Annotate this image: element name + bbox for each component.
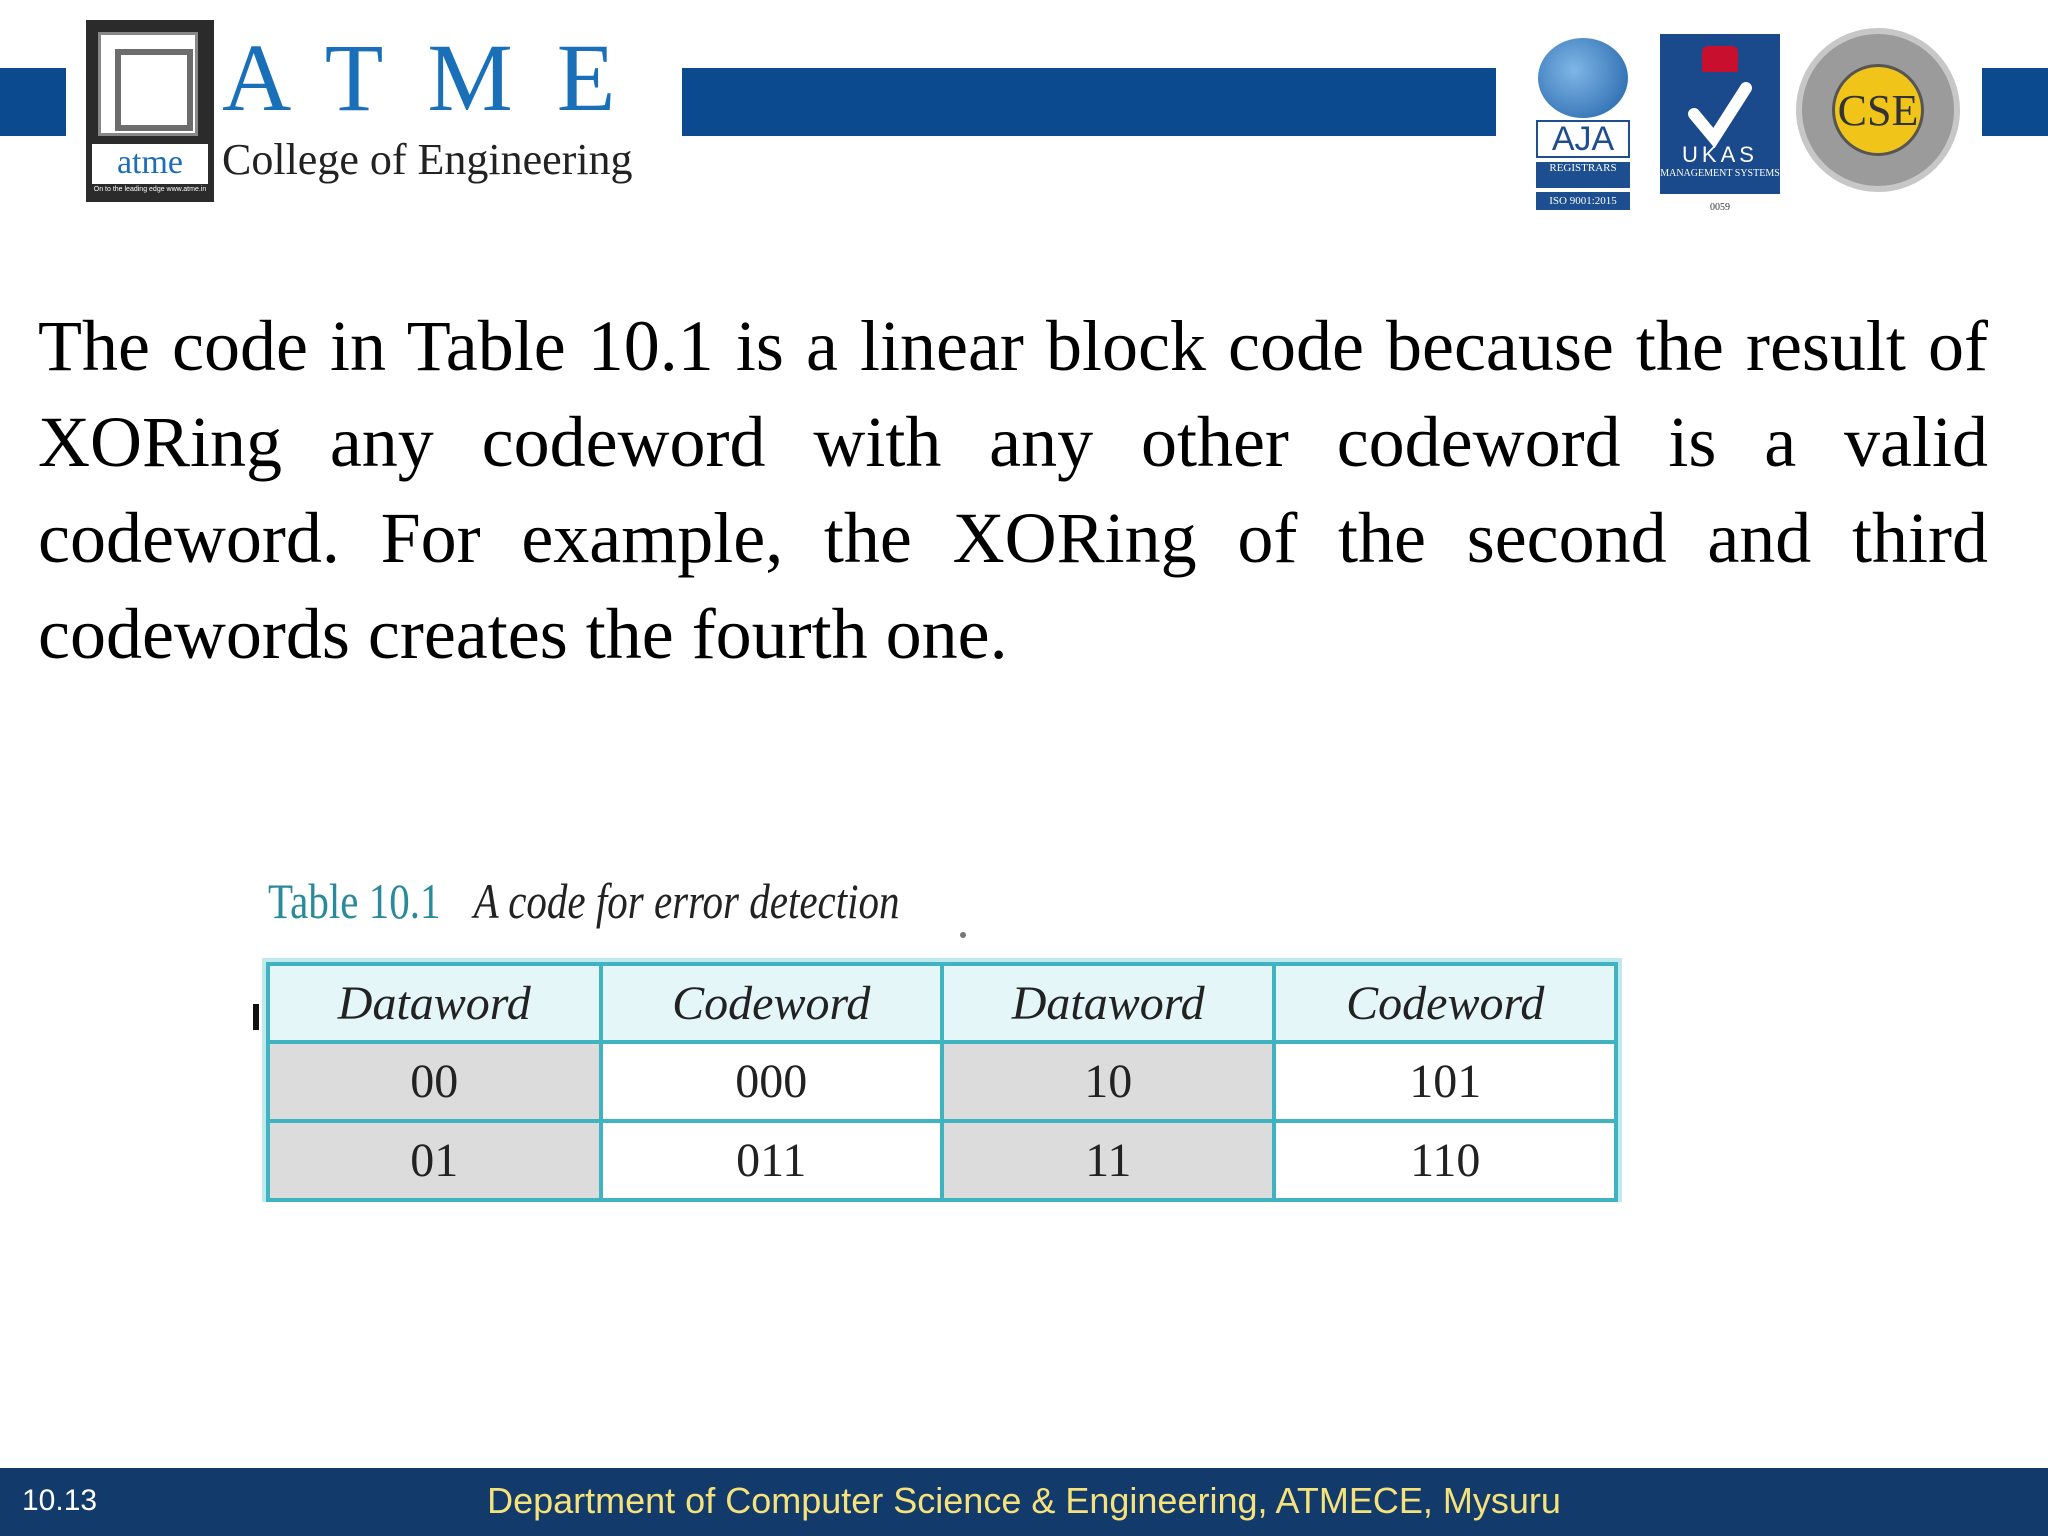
footer-bar (0, 1468, 2048, 1536)
code-table (262, 958, 1622, 1202)
cse-department-badge (1796, 28, 1960, 192)
globe-icon (1538, 38, 1628, 118)
stray-mark (253, 1004, 259, 1030)
ukas-label: UKAS (1682, 142, 1758, 167)
table-row (268, 1121, 1616, 1200)
table-cell: 11 (942, 1121, 1275, 1200)
table-cell: 110 (1274, 1121, 1616, 1200)
aja-label: AJA (1536, 120, 1630, 158)
body-paragraph: The code in Table 10.1 is a linear block code because the result of XORing any codeword with any other codeword is a valid codeword. For example, the XORing of the second and third codewords creates the fourth one. (38, 306, 1988, 674)
aja-iso: ISO 9001:2015 (1536, 192, 1630, 210)
table-number: Table 10.1 (268, 873, 441, 929)
table-cell: 00 (268, 1042, 601, 1121)
ukas-management: MANAGEMENT SYSTEMS (1660, 168, 1780, 179)
atme-logo-word: atme (92, 144, 208, 184)
slide-number: 10.13 (22, 1484, 98, 1517)
ukas-certification-logo (1660, 34, 1780, 194)
brand-subtitle: College of Engineering (222, 135, 633, 184)
department-name: Department of Computer Science & Engineering, ATMECE, Mysuru (487, 1480, 1561, 1521)
table-cell: 011 (601, 1121, 942, 1200)
header-dataword-2: Dataword (942, 964, 1275, 1042)
atme-logo (86, 20, 214, 202)
header-codeword-2: Codeword (1274, 964, 1616, 1042)
header-bar-right (1982, 68, 2048, 136)
brand-letters: ATME (222, 24, 660, 131)
ukas-number: 0059 (1710, 202, 1730, 213)
aja-certification-logo (1528, 34, 1638, 210)
table-caption: A code for error detection (473, 873, 900, 929)
header-bar-middle (682, 68, 1496, 136)
table-cell: 000 (601, 1042, 942, 1121)
header-dataword-1: Dataword (268, 964, 601, 1042)
table-cell: 01 (268, 1121, 601, 1200)
header-bar-left (0, 68, 66, 136)
atme-logo-tagline: On to the leading edge www.atme.in (93, 186, 207, 193)
header-codeword-1: Codeword (601, 964, 942, 1042)
table-header-row (268, 964, 1616, 1042)
table-title (268, 872, 900, 930)
cse-badge-label: CSE (1832, 64, 1924, 156)
checkmark-icon (1688, 80, 1752, 150)
atme-logo-mark-icon (98, 32, 198, 136)
table-cell: 10 (942, 1042, 1275, 1121)
crown-icon (1702, 46, 1738, 72)
code-table-grid (266, 962, 1618, 1202)
table-row (268, 1042, 1616, 1121)
stray-dot (960, 932, 966, 938)
table-cell: 101 (1274, 1042, 1616, 1121)
aja-registrars: REGISTRARS (1536, 162, 1630, 188)
